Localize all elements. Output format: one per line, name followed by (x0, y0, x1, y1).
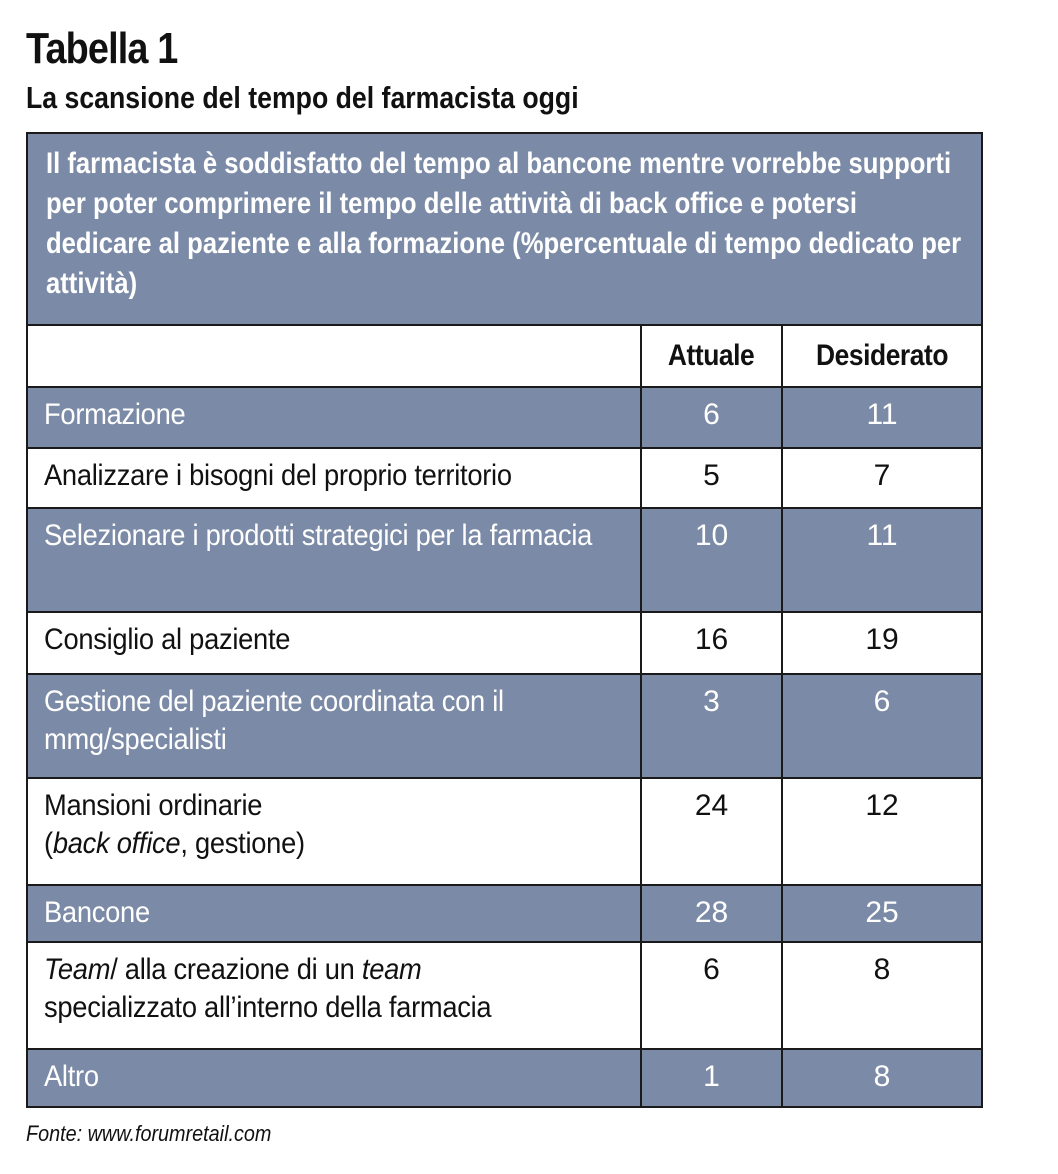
row-label: Gestione del paziente coordinata con il mmg/specialisti (27, 674, 641, 778)
row-label: Analizzare i bisogni del proprio territorio (27, 448, 641, 508)
row-label: Selezionare i prodotti strategici per la farmacia (27, 508, 641, 612)
cell-desiderato: 6 (782, 674, 982, 778)
figure-title: Tabella 1 (26, 24, 178, 73)
figure-subtitle: La scansione del tempo del farmacista oggi (26, 80, 579, 115)
cell-attuale: 6 (641, 942, 782, 1049)
cell-desiderato: 12 (782, 778, 982, 885)
table-caption-row (27, 133, 982, 325)
column-header-attuale: Attuale (641, 325, 782, 387)
row-label: Altro (27, 1049, 641, 1107)
cell-attuale: 24 (641, 778, 782, 885)
cell-attuale: 6 (641, 387, 782, 448)
row-label-line1: Mansioni ordinarie (44, 789, 263, 822)
cell-desiderato: 25 (782, 885, 982, 942)
table-row (27, 1049, 982, 1107)
table-row (27, 674, 982, 778)
cell-desiderato: 7 (782, 448, 982, 508)
cell-desiderato: 8 (782, 1049, 982, 1107)
column-header-desiderato: Desiderato (782, 325, 982, 387)
row-label-italic: back office (52, 827, 181, 860)
cell-desiderato: 19 (782, 612, 982, 674)
column-header-blank (27, 325, 641, 387)
row-label: Formazione (27, 387, 641, 448)
table-row (27, 942, 982, 1049)
row-label: Mansioni ordinarie (back office, gestione) (27, 778, 641, 885)
cell-attuale: 28 (641, 885, 782, 942)
data-table (26, 132, 983, 1108)
cell-attuale: 16 (641, 612, 782, 674)
cell-attuale: 3 (641, 674, 782, 778)
row-label: Bancone (27, 885, 641, 942)
table-row (27, 778, 982, 885)
cell-attuale: 5 (641, 448, 782, 508)
cell-desiderato: 11 (782, 387, 982, 448)
table-row (27, 612, 982, 674)
table-row (27, 508, 982, 612)
row-label: Team/ alla creazione di un team specializzato all’interno della farmacia (27, 942, 641, 1049)
table-row (27, 387, 982, 448)
table-figure (26, 24, 981, 1146)
cell-attuale: 1 (641, 1049, 782, 1107)
source-note: Fonte: www.forumretail.com (26, 1121, 272, 1146)
cell-attuale: 10 (641, 508, 782, 612)
cell-desiderato: 8 (782, 942, 982, 1049)
cell-desiderato: 11 (782, 508, 982, 612)
row-label: Consiglio al paziente (27, 612, 641, 674)
table-row (27, 885, 982, 942)
column-header-row (27, 325, 982, 387)
table-row (27, 448, 982, 508)
table-header-text: Il farmacista è soddisfatto del tempo al bancone mentre vorrebbe supporti per poter comprimere il tempo delle attività di back office e potersi dedicare al paziente e alla formazione (%percentuale di tempo dedicato per attività) (27, 133, 982, 325)
